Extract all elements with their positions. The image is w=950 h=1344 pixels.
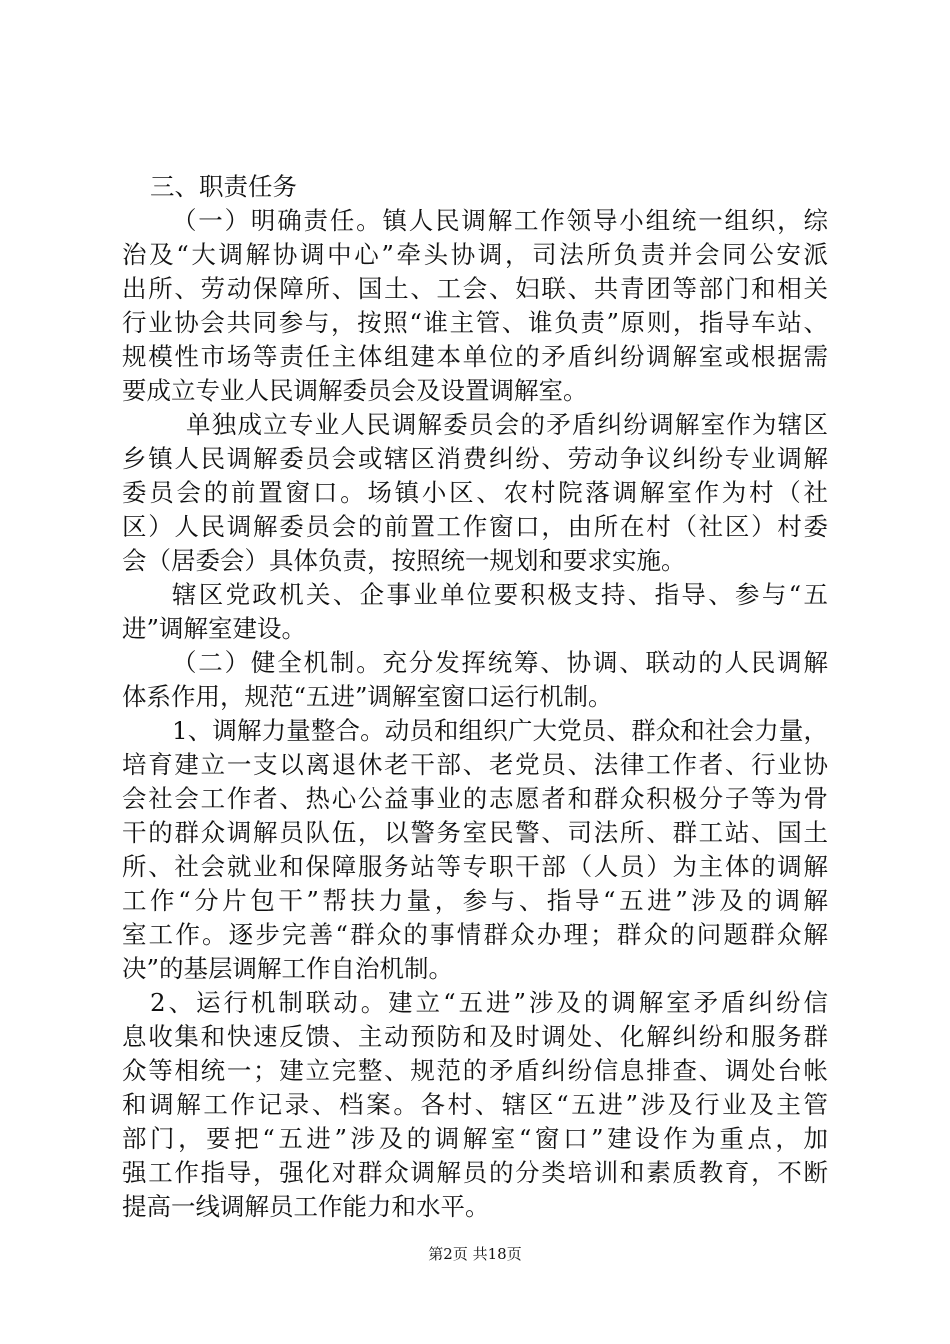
paragraph-line: 出所、劳动保障所、国土、工会、妇联、共青团等部门和相关 xyxy=(122,274,828,303)
paragraph-line: 治及“大调解协调中心”牵头协调，司法所负责并会同公安派 xyxy=(122,240,828,269)
paragraph-line: 要成立专业人民调解委员会及设置调解室。 xyxy=(122,376,588,405)
paragraph-line: 1、调解力量整合。动员和组织广大党员、群众和社会力量， xyxy=(172,716,828,745)
paragraph-line: 乡镇人民调解委员会或辖区消费纠纷、劳动争议纠纷专业调解 xyxy=(122,444,828,473)
paragraph-line: 会社会工作者、热心公益事业的志愿者和群众积极分子等为骨 xyxy=(122,784,828,813)
paragraph-line: 2、运行机制联动。建立“五进”涉及的调解室矛盾纠纷信 xyxy=(150,988,828,1017)
paragraph-line: 提高一线调解员工作能力和水平。 xyxy=(122,1192,490,1221)
paragraph-line: 委员会的前置窗口。场镇小区、农村院落调解室作为村（社 xyxy=(122,478,828,507)
section-heading: 三、职责任务 xyxy=(150,172,297,201)
paragraph-line: 辖区党政机关、企事业单位要积极支持、指导、参与“五 xyxy=(172,580,828,609)
paragraph-line: 室工作。逐步完善“群众的事情群众办理；群众的问题群众解 xyxy=(122,920,828,949)
paragraph-line: 进”调解室建设。 xyxy=(122,614,307,643)
paragraph-line: 行业协会共同参与，按照“谁主管、谁负责”原则，指导车站、 xyxy=(122,308,828,337)
paragraph-line: 和调解工作记录、档案。各村、辖区“五进”涉及行业及主管 xyxy=(122,1090,828,1119)
paragraph-line: 规模性市场等责任主体组建本单位的矛盾纠纷调解室或根据需 xyxy=(122,342,828,371)
paragraph-line: 决”的基层调解工作自治机制。 xyxy=(122,954,454,983)
paragraph-line: 干的群众调解员队伍，以警务室民警、司法所、群工站、国土 xyxy=(122,818,828,847)
paragraph-line: 体系作用，规范“五进”调解室窗口运行机制。 xyxy=(122,682,613,711)
paragraph-line: 区）人民调解委员会的前置工作窗口，由所在村（社区）村委 xyxy=(122,512,828,541)
paragraph-line: 部门，要把“五进”涉及的调解室“窗口”建设作为重点，加 xyxy=(122,1124,828,1153)
paragraph-line: 工作“分片包干”帮扶力量，参与、指导“五进”涉及的调解 xyxy=(122,886,828,915)
paragraph-line: 单独成立专业人民调解委员会的矛盾纠纷调解室作为辖区 xyxy=(186,410,828,439)
paragraph-line: 会（居委会）具体负责，按照统一规划和要求实施。 xyxy=(122,546,686,575)
paragraph-line: 强工作指导，强化对群众调解员的分类培训和素质教育，不断 xyxy=(122,1158,828,1187)
paragraph-line: （一）明确责任。镇人民调解工作领导小组统一组织，综 xyxy=(172,206,828,235)
paragraph-line: 息收集和快速反馈、主动预防和及时调处、化解纠纷和服务群 xyxy=(122,1022,828,1051)
paragraph-line: 培育建立一支以离退休老干部、老党员、法律工作者、行业协 xyxy=(122,750,828,779)
paragraph-line: 所、社会就业和保障服务站等专职干部（人员）为主体的调解 xyxy=(122,852,828,881)
page-footer: 第2页 共18页 xyxy=(428,1245,522,1263)
paragraph-line: 众等相统一；建立完整、规范的矛盾纠纷信息排查、调处台帐 xyxy=(122,1056,828,1085)
paragraph-line: （二）健全机制。充分发挥统筹、协调、联动的人民调解 xyxy=(172,648,828,677)
